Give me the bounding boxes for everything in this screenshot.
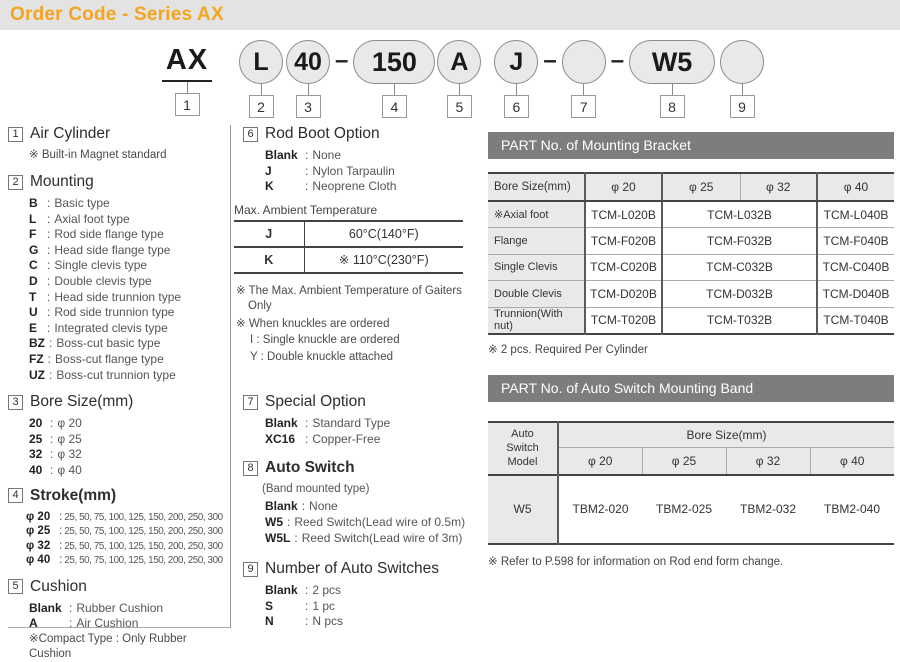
auto-switch-model-cell: W5	[488, 475, 558, 544]
band-part-no-cell: TBM2-032	[726, 475, 810, 544]
code-bore-value: 40	[286, 40, 330, 84]
option-key: J	[265, 163, 272, 178]
code-stroke-value: 150	[353, 40, 435, 84]
code-auto-switch-value: W5	[629, 40, 715, 84]
band-part-no-cell: TBM2-020	[558, 475, 642, 544]
option-desc: Reed Switch(Lead wire of 3m)	[301, 530, 463, 545]
option-desc: None	[309, 499, 338, 514]
code-dash: –	[610, 47, 625, 74]
option-desc: 2 pcs	[312, 583, 342, 598]
option-item: φ 20 : 25, 50, 75, 100, 125, 150, 200, 250, 300	[26, 508, 223, 523]
option-key: K	[265, 179, 274, 194]
part-no-cell-merged: TCM-D032B	[662, 281, 817, 308]
section-special-option	[234, 393, 472, 447]
connector-line	[516, 84, 517, 95]
section-mounting	[8, 173, 230, 383]
section-header	[8, 173, 230, 191]
bracket-header-row	[488, 173, 894, 201]
section-header	[8, 487, 230, 505]
bracket-row	[488, 254, 894, 281]
section-note: ※Compact Type : Only Rubber Cushion	[29, 633, 187, 661]
ambient-temperature-table	[234, 220, 463, 274]
option-list	[234, 148, 472, 195]
option-key: BZ	[29, 336, 45, 351]
option-key: S	[265, 598, 274, 613]
section-title: Air Cylinder	[30, 125, 111, 142]
section-title: Special Option	[265, 393, 366, 411]
part-no-cell: TCM-L040B	[817, 201, 894, 228]
section-title: Mounting	[30, 173, 94, 190]
code-index-box: 4	[382, 95, 407, 118]
option-item: 25 : φ 25	[29, 431, 82, 446]
code-index-box: 3	[296, 95, 321, 118]
code-token-special	[562, 40, 606, 118]
bracket-row-label: Trunnion(With nut)	[488, 307, 585, 334]
band-part-no-cell: TBM2-040	[810, 475, 894, 544]
code-token-mounting	[239, 40, 283, 118]
option-key: U	[29, 305, 38, 320]
section-number: 3	[8, 395, 23, 410]
option-key: 20	[29, 416, 43, 431]
option-key: A	[29, 616, 38, 631]
option-key: Blank	[265, 148, 298, 162]
option-key: 40	[29, 462, 43, 477]
code-token-series	[162, 40, 212, 116]
section-rod-boot	[234, 125, 472, 365]
section-header	[243, 393, 472, 411]
option-key: G	[29, 242, 39, 257]
option-key: T	[29, 289, 37, 304]
code-token-switch-count	[720, 40, 764, 118]
band-data-row	[488, 475, 894, 544]
connector-line	[261, 84, 262, 95]
option-desc: Standard Type	[312, 416, 391, 431]
option-item: C : Single clevis type	[29, 258, 148, 273]
option-key: N	[265, 614, 274, 629]
part-no-cell-merged: TCM-C032B	[662, 254, 817, 281]
option-list	[8, 416, 230, 478]
bore-20-header: φ 20	[585, 173, 662, 201]
note-line: I : Single knuckle are ordered	[250, 334, 400, 347]
part-no-cell: TCM-T040B	[823, 313, 889, 327]
section-header	[243, 560, 472, 578]
option-key: XC16	[265, 431, 296, 446]
section-auto-switch	[234, 459, 472, 546]
bracket-row-label: ※Axial foot	[488, 201, 585, 228]
part-no-cell: TCM-D040B	[817, 281, 894, 308]
option-item: K : Neoprene Cloth	[265, 179, 397, 194]
option-list	[8, 196, 230, 383]
bore-32-header: φ 32	[740, 173, 817, 201]
option-key: φ 25	[26, 525, 51, 538]
option-item: Blank : 2 pcs	[265, 583, 342, 598]
bracket-row-label: Double Clevis	[488, 281, 585, 308]
option-desc: Boss-cut flange type	[55, 351, 164, 366]
option-desc: Neoprene Cloth	[312, 179, 397, 194]
option-key: E	[29, 320, 38, 335]
section-number: 5	[8, 579, 23, 594]
option-desc: Basic type	[54, 196, 110, 210]
option-desc: Nylon Tarpaulin	[312, 163, 395, 178]
option-item: A : Air Cushion	[29, 616, 139, 631]
page-title: Order Code - Series AX	[10, 4, 224, 25]
option-item: J : Nylon Tarpaulin	[265, 163, 395, 178]
order-code-diagram	[162, 40, 764, 118]
connector-line	[308, 84, 309, 95]
option-key: F	[29, 227, 37, 242]
connector-line	[459, 84, 460, 95]
temp-row	[234, 247, 463, 273]
option-item: L : Axial foot type	[29, 211, 130, 226]
option-key: FZ	[29, 351, 44, 366]
option-desc: Copper-Free	[312, 431, 381, 446]
part-no-cell: TCM-C020B	[585, 254, 662, 281]
option-item: φ 40 : 25, 50, 75, 100, 125, 150, 200, 250, 300	[26, 552, 223, 567]
section-header	[243, 125, 472, 143]
option-key: φ 40	[26, 554, 51, 567]
rod-boot-notes	[234, 284, 472, 366]
option-desc: 1 pc	[312, 598, 336, 613]
option-item: Blank : None	[265, 499, 338, 514]
section-title: Cushion	[30, 577, 87, 595]
option-desc: φ 25	[57, 431, 82, 446]
part-no-cell: TCM-T020B	[585, 307, 662, 334]
option-desc: φ 20	[57, 416, 82, 431]
bore-25-header: φ 25	[662, 173, 740, 201]
left-column	[8, 125, 231, 661]
option-item: UZ : Boss-cut trunnion type	[29, 367, 176, 382]
section-header	[243, 459, 472, 477]
part-no-cell: TCM-F040B	[817, 228, 894, 255]
option-key: W5L	[265, 530, 291, 545]
option-key: L	[29, 211, 37, 226]
bracket-table-title: PART No. of Mounting Bracket	[488, 132, 894, 159]
option-key: 32	[29, 447, 43, 462]
option-item: XC16 : Copper-Free	[265, 431, 381, 446]
bore-size-header: φ 40	[810, 448, 894, 475]
option-key: W5	[265, 515, 283, 530]
option-key: D	[29, 273, 38, 288]
code-token-cushion	[437, 40, 481, 118]
code-dash: –	[335, 47, 349, 74]
option-item: Blank : None	[265, 148, 342, 162]
option-item: E : Integrated clevis type	[29, 320, 168, 335]
option-item: B : Basic type	[29, 196, 110, 210]
section-title: Number of Auto Switches	[265, 560, 440, 578]
option-item: F : Rod side flange type	[29, 227, 164, 242]
option-item: 20 : φ 20	[29, 416, 82, 431]
code-index-box: 9	[730, 95, 755, 118]
section-header	[8, 393, 230, 411]
bracket-row-label: Flange	[488, 228, 585, 255]
code-rod-boot-value: J	[494, 40, 538, 84]
temp-key: K	[234, 247, 304, 273]
option-item: U : Rod side trunnion type	[29, 305, 175, 320]
option-desc: 25, 50, 75, 100, 125, 150, 200, 250, 300	[64, 555, 223, 567]
option-desc: Rod side flange type	[54, 227, 164, 242]
code-token-stroke	[353, 40, 435, 118]
option-key: B	[29, 196, 38, 210]
option-key: φ 32	[26, 539, 51, 552]
code-token-bore	[286, 40, 330, 118]
option-desc: Boss-cut trunnion type	[56, 367, 176, 382]
note-line: ※ The Max. Ambient Temperature of Gaiters Only	[236, 284, 462, 313]
section-note: ※ Built-in Magnet standard	[29, 149, 167, 161]
option-list	[8, 510, 230, 568]
section-title: Stroke(mm)	[30, 486, 117, 504]
option-key: Blank	[29, 600, 62, 615]
code-token-rod-boot	[494, 40, 538, 118]
section-air-cylinder	[8, 125, 230, 163]
option-item: S : 1 pc	[265, 598, 336, 613]
auto-switch-model-header: Auto Switch Model	[488, 422, 558, 475]
connector-line	[742, 84, 743, 95]
temp-value: 60°C(140°F)	[304, 221, 463, 247]
code-mounting-value: L	[239, 40, 283, 84]
code-dash: –	[543, 47, 557, 74]
section-bore-size	[8, 393, 230, 478]
note-line: Y : Double knuckle attached	[250, 350, 393, 363]
option-key: Blank	[265, 583, 298, 598]
code-token-auto-switch	[629, 40, 715, 118]
option-desc: Single clevis type	[54, 258, 148, 273]
part-no-cell: TCM-D020B	[585, 281, 662, 308]
part-no-cell: TCM-L020B	[585, 201, 662, 228]
option-key: 25	[29, 431, 43, 446]
part-no-cell: TCM-C040B	[817, 254, 894, 281]
section-subtitle: (Band mounted type)	[262, 483, 370, 496]
section-number: 4	[8, 488, 23, 503]
option-desc: φ 32	[57, 447, 82, 462]
code-series-text: AX	[162, 40, 212, 82]
section-title: Bore Size(mm)	[30, 393, 134, 411]
option-item: W5L : Reed Switch(Lead wire of 3m)	[265, 530, 463, 545]
connector-line	[583, 84, 584, 95]
option-item: FZ : Boss-cut flange type	[29, 351, 164, 366]
option-desc: Air Cushion	[76, 616, 139, 631]
note-line: ※ When knuckles are ordered	[236, 317, 390, 330]
part-no-cell: TCM-F020B	[585, 228, 662, 255]
code-index-box: 6	[504, 95, 529, 118]
section-number: 1	[8, 127, 23, 142]
section-switch-count	[234, 560, 472, 630]
section-cushion	[8, 578, 230, 662]
bore-size-group-header: Bore Size(mm)	[558, 422, 894, 448]
band-header-row-1	[488, 422, 894, 448]
option-key: C	[29, 258, 38, 273]
connector-line	[394, 84, 395, 95]
bracket-row	[488, 228, 894, 255]
option-item: T : Head side trunnion type	[29, 289, 182, 304]
bracket-table-note: ※ 2 pcs. Required Per Cylinder	[488, 343, 648, 356]
option-list	[234, 416, 472, 447]
option-key: Blank	[265, 416, 298, 431]
section-stroke	[8, 487, 230, 568]
code-switch-count-value	[720, 40, 764, 84]
section-number: 2	[8, 175, 23, 190]
option-desc: Integrated clevis type	[54, 320, 168, 335]
option-desc: Head side trunnion type	[54, 289, 182, 304]
bore-size-header: φ 20	[558, 448, 642, 475]
option-item: Blank : Rubber Cushion	[29, 600, 164, 615]
mounting-bracket-table	[488, 172, 894, 335]
temp-key: J	[234, 221, 304, 247]
option-desc: 25, 50, 75, 100, 125, 150, 200, 250, 300	[64, 511, 223, 523]
option-list	[234, 499, 472, 546]
option-desc: Rubber Cushion	[76, 600, 164, 615]
band-table-note: ※ Refer to P.598 for information on Rod end form change.	[488, 555, 784, 568]
option-list	[234, 583, 472, 630]
section-header	[8, 125, 230, 143]
bracket-row	[488, 201, 894, 228]
option-desc: 25, 50, 75, 100, 125, 150, 200, 250, 300	[64, 526, 223, 538]
part-no-cell-merged: TCM-L032B	[662, 201, 817, 228]
option-desc: Double clevis type	[54, 273, 152, 288]
section-number: 6	[243, 127, 258, 142]
bore-size-header: Bore Size(mm)	[488, 173, 585, 201]
option-item: G : Head side flange type	[29, 242, 171, 257]
connector-line	[187, 82, 188, 93]
connector-line	[672, 84, 673, 95]
option-item: φ 32 : 25, 50, 75, 100, 125, 150, 200, 250, 300	[26, 537, 223, 552]
option-item: D : Double clevis type	[29, 273, 152, 288]
bore-size-header: φ 25	[642, 448, 726, 475]
option-key: UZ	[29, 367, 45, 382]
bore-40-header: φ 40	[817, 173, 894, 201]
option-item: BZ : Boss-cut basic type	[29, 336, 161, 351]
option-item: N : N pcs	[265, 614, 344, 629]
code-special-value	[562, 40, 606, 84]
section-number: 8	[243, 461, 258, 476]
code-index-box: 1	[175, 93, 200, 116]
code-index-box: 8	[660, 95, 685, 118]
bore-size-header: φ 32	[726, 448, 810, 475]
temp-table-label: Max. Ambient Temperature	[234, 202, 378, 217]
option-key: Blank	[265, 499, 298, 514]
bracket-row	[488, 307, 894, 334]
option-desc: Axial foot type	[54, 211, 130, 226]
option-key: φ 20	[26, 510, 51, 523]
section-number: 9	[243, 562, 258, 577]
band-table-title: PART No. of Auto Switch Mounting Band	[488, 375, 894, 402]
option-list	[8, 601, 230, 632]
code-index-box: 5	[447, 95, 472, 118]
middle-column	[234, 125, 472, 630]
bracket-row-label: Single Clevis	[488, 254, 585, 281]
option-desc: Reed Switch(Lead wire of 0.5m)	[294, 515, 466, 530]
part-no-cell-merged: TCM-F032B	[662, 228, 817, 255]
option-desc: None	[312, 148, 342, 162]
option-item: 32 : φ 32	[29, 447, 82, 462]
option-item: W5 : Reed Switch(Lead wire of 0.5m)	[265, 515, 466, 530]
code-cushion-value: A	[437, 40, 481, 84]
temp-row	[234, 221, 463, 247]
auto-switch-band-table	[488, 421, 894, 545]
page-header	[0, 0, 900, 30]
option-item: φ 25 : 25, 50, 75, 100, 125, 150, 200, 250, 300	[26, 523, 223, 538]
section-title: Auto Switch	[265, 459, 355, 477]
option-item: Blank : Standard Type	[265, 416, 391, 431]
band-part-no-cell: TBM2-025	[642, 475, 726, 544]
option-desc: φ 40	[57, 462, 82, 477]
section-header	[8, 578, 230, 596]
option-desc: Rod side trunnion type	[54, 305, 175, 320]
option-desc: Head side flange type	[54, 242, 171, 257]
section-number: 7	[243, 395, 258, 410]
temp-value: ※ 110°C(230°F)	[304, 247, 463, 273]
right-column	[488, 132, 894, 568]
code-index-box: 2	[249, 95, 274, 118]
option-item: 40 : φ 40	[29, 462, 82, 477]
option-desc: 25, 50, 75, 100, 125, 150, 200, 250, 300	[64, 540, 223, 552]
part-no-cell-merged: TCM-T032B	[662, 307, 817, 334]
code-index-box: 7	[571, 95, 596, 118]
option-desc: N pcs	[312, 614, 344, 629]
section-title: Rod Boot Option	[265, 125, 380, 142]
option-desc: Boss-cut basic type	[56, 336, 161, 351]
bracket-row	[488, 281, 894, 308]
